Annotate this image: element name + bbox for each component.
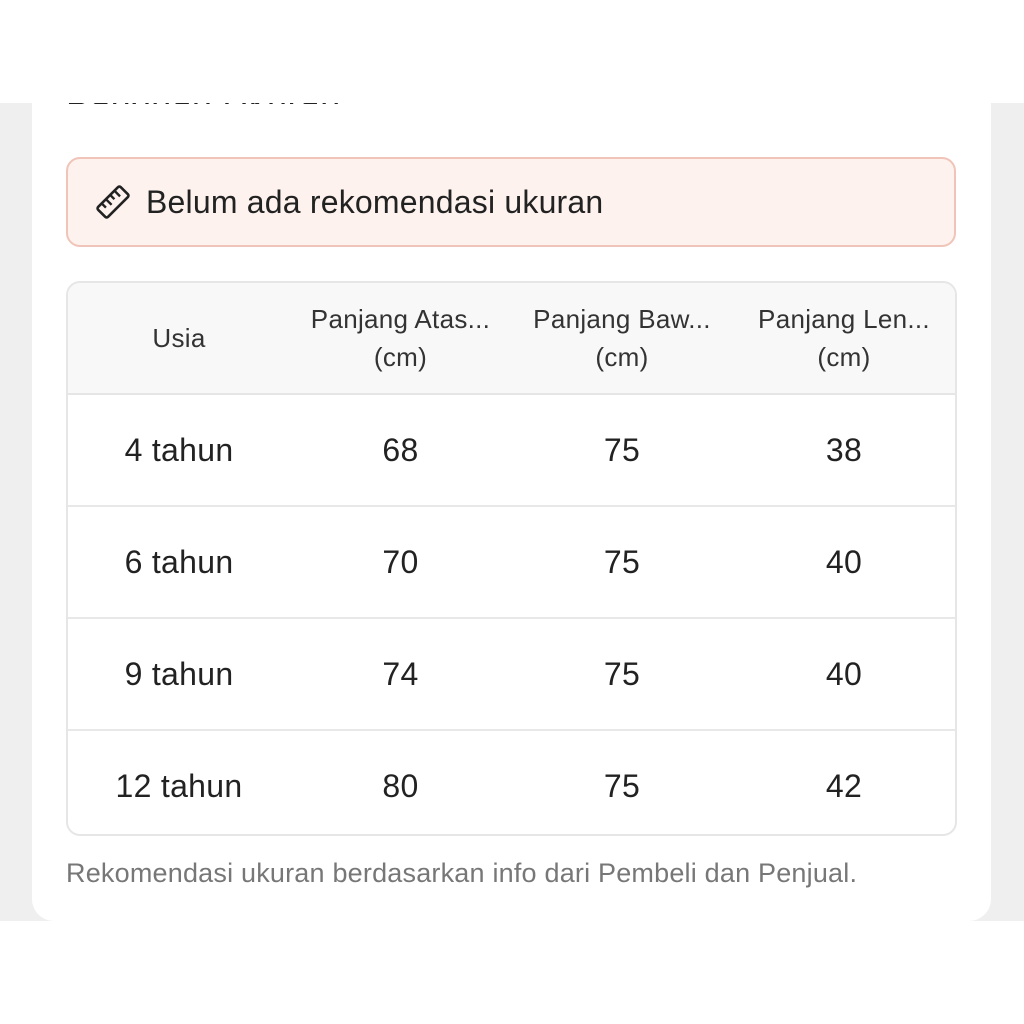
cell-panjang-bawah: 75	[603, 767, 641, 804]
table-row	[68, 395, 955, 507]
cell-panjang-atas: 68	[382, 431, 419, 468]
table-row	[68, 731, 955, 836]
column-header-unit: (cm)	[817, 342, 871, 372]
cell-panjang-atas: 80	[382, 767, 419, 804]
ruler-icon	[95, 184, 131, 220]
column-header-usia	[68, 283, 290, 393]
column-header-panjang-bawah	[511, 283, 733, 393]
cell-panjang-lengan: 42	[825, 767, 863, 804]
cell-usia: 4 tahun	[124, 431, 234, 468]
column-header-label: Usia	[152, 323, 206, 353]
cell-panjang-atas: 70	[382, 543, 419, 580]
size-recommendation-alert	[66, 157, 956, 247]
table-header	[68, 283, 955, 395]
column-header-label: Panjang Atas...	[310, 304, 491, 334]
column-header-unit: (cm)	[595, 342, 649, 372]
cell-usia: 12 tahun	[115, 767, 243, 804]
table-row	[68, 507, 955, 619]
footnote-text: Rekomendasi ukuran berdasarkan info dari Pembeli dan Penjual.	[66, 858, 858, 888]
column-header-label: Panjang Baw...	[533, 304, 711, 334]
size-table	[66, 281, 957, 836]
cell-panjang-atas: 74	[382, 655, 419, 692]
column-header-panjang-lengan	[733, 283, 955, 393]
alert-text: Belum ada rekomendasi ukuran	[146, 183, 604, 220]
cell-usia: 9 tahun	[124, 655, 234, 692]
cell-panjang-bawah: 75	[603, 431, 641, 468]
cell-panjang-lengan: 38	[825, 431, 863, 468]
cell-usia: 6 tahun	[124, 543, 234, 580]
cell-panjang-lengan: 40	[825, 655, 863, 692]
column-header-unit: (cm)	[373, 342, 428, 372]
column-header-panjang-atas	[290, 283, 511, 393]
top-overlay	[0, 0, 1024, 103]
cell-panjang-bawah: 75	[603, 655, 641, 692]
column-header-label: Panjang Len...	[758, 304, 930, 334]
table-row	[68, 619, 955, 731]
cell-panjang-lengan: 40	[825, 543, 863, 580]
cell-panjang-bawah: 75	[603, 543, 641, 580]
